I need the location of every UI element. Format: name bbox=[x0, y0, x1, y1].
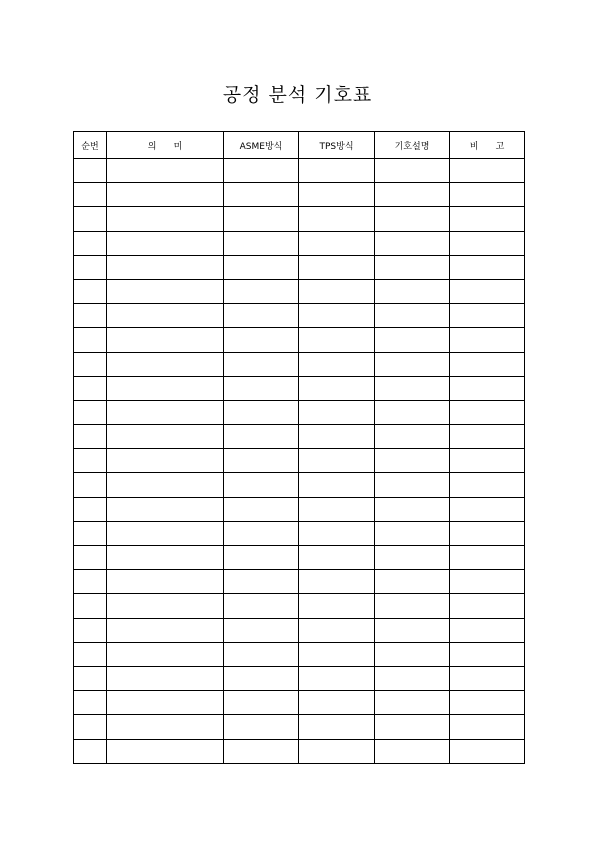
cell-no[interactable] bbox=[74, 642, 107, 666]
cell-tps[interactable] bbox=[299, 352, 375, 376]
cell-meaning[interactable] bbox=[107, 497, 224, 521]
cell-tps[interactable] bbox=[299, 715, 375, 739]
cell-no[interactable] bbox=[74, 666, 107, 690]
table-row bbox=[74, 594, 525, 618]
cell-remarks[interactable] bbox=[450, 279, 525, 303]
cell-asme[interactable] bbox=[224, 546, 299, 570]
cell-no[interactable] bbox=[74, 159, 107, 183]
table-row bbox=[74, 570, 525, 594]
cell-description[interactable] bbox=[375, 618, 450, 642]
cell-remarks[interactable] bbox=[450, 400, 525, 424]
table-row bbox=[74, 715, 525, 739]
cell-description[interactable] bbox=[375, 570, 450, 594]
cell-asme[interactable] bbox=[224, 376, 299, 400]
cell-description[interactable] bbox=[375, 521, 450, 545]
cell-no[interactable] bbox=[74, 376, 107, 400]
cell-remarks[interactable] bbox=[450, 691, 525, 715]
cell-asme[interactable] bbox=[224, 255, 299, 279]
table-row bbox=[74, 376, 525, 400]
cell-meaning[interactable] bbox=[107, 183, 224, 207]
cell-asme[interactable] bbox=[224, 183, 299, 207]
cell-asme[interactable] bbox=[224, 207, 299, 231]
cell-tps[interactable] bbox=[299, 207, 375, 231]
cell-meaning[interactable] bbox=[107, 159, 224, 183]
cell-description[interactable] bbox=[375, 183, 450, 207]
header-remarks: 비 고 bbox=[450, 132, 525, 159]
cell-remarks[interactable] bbox=[450, 642, 525, 666]
cell-asme[interactable] bbox=[224, 231, 299, 255]
cell-no[interactable] bbox=[74, 425, 107, 449]
cell-remarks[interactable] bbox=[450, 739, 525, 763]
cell-meaning[interactable] bbox=[107, 739, 224, 763]
cell-tps[interactable] bbox=[299, 594, 375, 618]
cell-remarks[interactable] bbox=[450, 618, 525, 642]
cell-tps[interactable] bbox=[299, 521, 375, 545]
cell-no[interactable] bbox=[74, 497, 107, 521]
cell-description[interactable] bbox=[375, 546, 450, 570]
cell-no[interactable] bbox=[74, 449, 107, 473]
cell-no[interactable] bbox=[74, 739, 107, 763]
cell-asme[interactable] bbox=[224, 279, 299, 303]
cell-tps[interactable] bbox=[299, 739, 375, 763]
cell-remarks[interactable] bbox=[450, 666, 525, 690]
header-asme: ASME방식 bbox=[224, 132, 299, 159]
cell-asme[interactable] bbox=[224, 521, 299, 545]
cell-asme[interactable] bbox=[224, 473, 299, 497]
cell-meaning[interactable] bbox=[107, 715, 224, 739]
cell-tps[interactable] bbox=[299, 400, 375, 424]
cell-remarks[interactable] bbox=[450, 255, 525, 279]
cell-remarks[interactable] bbox=[450, 546, 525, 570]
cell-description[interactable] bbox=[375, 352, 450, 376]
cell-remarks[interactable] bbox=[450, 594, 525, 618]
cell-no[interactable] bbox=[74, 183, 107, 207]
cell-meaning[interactable] bbox=[107, 425, 224, 449]
cell-remarks[interactable] bbox=[450, 352, 525, 376]
cell-asme[interactable] bbox=[224, 352, 299, 376]
symbol-table bbox=[73, 131, 525, 764]
table-row bbox=[74, 642, 525, 666]
cell-remarks[interactable] bbox=[450, 497, 525, 521]
cell-no[interactable] bbox=[74, 691, 107, 715]
header-meaning: 의 미 bbox=[107, 132, 224, 159]
cell-no[interactable] bbox=[74, 521, 107, 545]
cell-remarks[interactable] bbox=[450, 473, 525, 497]
table-row bbox=[74, 255, 525, 279]
cell-meaning[interactable] bbox=[107, 449, 224, 473]
table-row bbox=[74, 207, 525, 231]
cell-meaning[interactable] bbox=[107, 691, 224, 715]
cell-description[interactable] bbox=[375, 231, 450, 255]
cell-asme[interactable] bbox=[224, 449, 299, 473]
cell-meaning[interactable] bbox=[107, 255, 224, 279]
table-row bbox=[74, 449, 525, 473]
cell-meaning[interactable] bbox=[107, 666, 224, 690]
cell-tps[interactable] bbox=[299, 642, 375, 666]
table-row bbox=[74, 352, 525, 376]
cell-no[interactable] bbox=[74, 207, 107, 231]
cell-meaning[interactable] bbox=[107, 642, 224, 666]
cell-description[interactable] bbox=[375, 739, 450, 763]
cell-asme[interactable] bbox=[224, 304, 299, 328]
table-header-row bbox=[74, 132, 525, 159]
cell-no[interactable] bbox=[74, 473, 107, 497]
cell-no[interactable] bbox=[74, 400, 107, 424]
cell-meaning[interactable] bbox=[107, 521, 224, 545]
cell-remarks[interactable] bbox=[450, 183, 525, 207]
cell-tps[interactable] bbox=[299, 449, 375, 473]
cell-tps[interactable] bbox=[299, 231, 375, 255]
cell-tps[interactable] bbox=[299, 473, 375, 497]
cell-remarks[interactable] bbox=[450, 231, 525, 255]
table-body bbox=[74, 159, 525, 764]
table-row bbox=[74, 473, 525, 497]
cell-remarks[interactable] bbox=[450, 376, 525, 400]
cell-remarks[interactable] bbox=[450, 425, 525, 449]
table-row bbox=[74, 425, 525, 449]
cell-description[interactable] bbox=[375, 304, 450, 328]
cell-meaning[interactable] bbox=[107, 304, 224, 328]
cell-tps[interactable] bbox=[299, 255, 375, 279]
cell-no[interactable] bbox=[74, 618, 107, 642]
cell-description[interactable] bbox=[375, 497, 450, 521]
cell-tps[interactable] bbox=[299, 279, 375, 303]
cell-remarks[interactable] bbox=[450, 304, 525, 328]
cell-meaning[interactable] bbox=[107, 328, 224, 352]
cell-remarks[interactable] bbox=[450, 570, 525, 594]
cell-description[interactable] bbox=[375, 376, 450, 400]
cell-asme[interactable] bbox=[224, 425, 299, 449]
cell-tps[interactable] bbox=[299, 376, 375, 400]
cell-no[interactable] bbox=[74, 570, 107, 594]
cell-asme[interactable] bbox=[224, 159, 299, 183]
cell-meaning[interactable] bbox=[107, 231, 224, 255]
cell-no[interactable] bbox=[74, 546, 107, 570]
cell-tps[interactable] bbox=[299, 183, 375, 207]
cell-asme[interactable] bbox=[224, 642, 299, 666]
cell-remarks[interactable] bbox=[450, 521, 525, 545]
cell-remarks[interactable] bbox=[450, 449, 525, 473]
cell-tps[interactable] bbox=[299, 691, 375, 715]
cell-tps[interactable] bbox=[299, 570, 375, 594]
cell-description[interactable] bbox=[375, 279, 450, 303]
cell-no[interactable] bbox=[74, 328, 107, 352]
cell-meaning[interactable] bbox=[107, 546, 224, 570]
cell-tps[interactable] bbox=[299, 425, 375, 449]
cell-description[interactable] bbox=[375, 449, 450, 473]
table-row bbox=[74, 159, 525, 183]
cell-no[interactable] bbox=[74, 231, 107, 255]
cell-asme[interactable] bbox=[224, 715, 299, 739]
cell-tps[interactable] bbox=[299, 618, 375, 642]
table-row bbox=[74, 666, 525, 690]
cell-meaning[interactable] bbox=[107, 376, 224, 400]
cell-asme[interactable] bbox=[224, 618, 299, 642]
header-no: 순번 bbox=[74, 132, 107, 159]
cell-remarks[interactable] bbox=[450, 207, 525, 231]
cell-description[interactable] bbox=[375, 666, 450, 690]
cell-description[interactable] bbox=[375, 400, 450, 424]
cell-meaning[interactable] bbox=[107, 279, 224, 303]
table-row bbox=[74, 279, 525, 303]
cell-asme[interactable] bbox=[224, 328, 299, 352]
cell-tps[interactable] bbox=[299, 546, 375, 570]
cell-description[interactable] bbox=[375, 594, 450, 618]
table-row bbox=[74, 400, 525, 424]
cell-meaning[interactable] bbox=[107, 594, 224, 618]
header-tps: TPS방식 bbox=[299, 132, 375, 159]
table-row bbox=[74, 546, 525, 570]
cell-no[interactable] bbox=[74, 715, 107, 739]
table-row bbox=[74, 231, 525, 255]
cell-remarks[interactable] bbox=[450, 159, 525, 183]
cell-tps[interactable] bbox=[299, 159, 375, 183]
cell-meaning[interactable] bbox=[107, 207, 224, 231]
table-row bbox=[74, 691, 525, 715]
cell-description[interactable] bbox=[375, 473, 450, 497]
cell-no[interactable] bbox=[74, 304, 107, 328]
table-row bbox=[74, 304, 525, 328]
cell-asme[interactable] bbox=[224, 691, 299, 715]
cell-no[interactable] bbox=[74, 352, 107, 376]
table-row bbox=[74, 328, 525, 352]
cell-description[interactable] bbox=[375, 715, 450, 739]
cell-no[interactable] bbox=[74, 594, 107, 618]
cell-meaning[interactable] bbox=[107, 400, 224, 424]
cell-tps[interactable] bbox=[299, 328, 375, 352]
cell-description[interactable] bbox=[375, 328, 450, 352]
cell-no[interactable] bbox=[74, 255, 107, 279]
cell-tps[interactable] bbox=[299, 304, 375, 328]
cell-description[interactable] bbox=[375, 255, 450, 279]
cell-description[interactable] bbox=[375, 207, 450, 231]
cell-remarks[interactable] bbox=[450, 715, 525, 739]
cell-tps[interactable] bbox=[299, 666, 375, 690]
cell-asme[interactable] bbox=[224, 400, 299, 424]
cell-asme[interactable] bbox=[224, 666, 299, 690]
page-title: 공정 분석 기호표 bbox=[222, 84, 373, 106]
cell-meaning[interactable] bbox=[107, 473, 224, 497]
table-row bbox=[74, 521, 525, 545]
cell-asme[interactable] bbox=[224, 594, 299, 618]
cell-meaning[interactable] bbox=[107, 352, 224, 376]
table-row bbox=[74, 618, 525, 642]
cell-description[interactable] bbox=[375, 159, 450, 183]
table-row bbox=[74, 497, 525, 521]
table-row bbox=[74, 183, 525, 207]
table-row bbox=[74, 739, 525, 763]
cell-meaning[interactable] bbox=[107, 570, 224, 594]
header-description: 기호설명 bbox=[375, 132, 450, 159]
cell-remarks[interactable] bbox=[450, 328, 525, 352]
cell-asme[interactable] bbox=[224, 570, 299, 594]
cell-description[interactable] bbox=[375, 425, 450, 449]
cell-description[interactable] bbox=[375, 691, 450, 715]
cell-no[interactable] bbox=[74, 279, 107, 303]
cell-asme[interactable] bbox=[224, 497, 299, 521]
cell-asme[interactable] bbox=[224, 739, 299, 763]
cell-description[interactable] bbox=[375, 642, 450, 666]
cell-meaning[interactable] bbox=[107, 618, 224, 642]
cell-tps[interactable] bbox=[299, 497, 375, 521]
